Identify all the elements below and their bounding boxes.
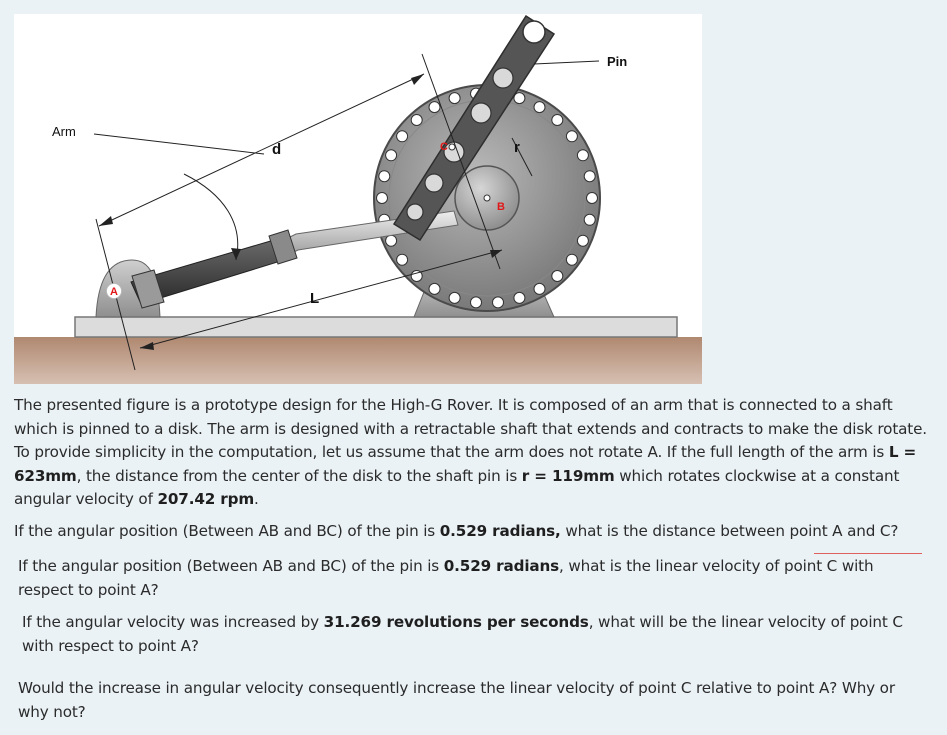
question-text: what is the distance between point A and C? [560, 522, 899, 540]
rim-hole [584, 171, 595, 182]
rim-hole [587, 193, 598, 204]
rim-hole [534, 283, 545, 294]
pin [449, 144, 455, 150]
rim-hole [411, 115, 422, 126]
rim-hole [386, 235, 397, 246]
arm-length-value: L = 623mm [14, 443, 917, 485]
intro-text: which rotates clockwise at a constant angular velocity of [14, 466, 900, 509]
label-pin: Pin [607, 54, 628, 69]
label-A: A [110, 286, 118, 298]
mechanism-figure [14, 14, 702, 384]
angular-velocity-increase-value: 31.269 revolutions per seconds [323, 613, 589, 631]
angle-value: 0.529 radians [443, 557, 560, 575]
rim-hole [397, 131, 408, 142]
rim-hole [566, 131, 577, 142]
rim-hole [552, 271, 563, 282]
question-4 [18, 677, 923, 724]
question-1 [14, 520, 939, 544]
problem-description [14, 394, 939, 512]
label-C: C [440, 141, 448, 153]
question-3 [22, 611, 927, 658]
question-text: If the angular position (Between AB and BC) of the pin is [18, 557, 444, 575]
rim-hole [386, 150, 397, 161]
rim-hole [577, 235, 588, 246]
ground [14, 337, 702, 384]
rim-hole [429, 102, 440, 113]
base-plate [75, 317, 677, 337]
radius-value: r = 119mm [521, 466, 615, 485]
intro-text: . [254, 490, 259, 509]
rim-hole [534, 102, 545, 113]
label-d: d [272, 141, 282, 158]
angle-value: 0.529 radians, [439, 522, 561, 540]
question-text: , what will be the linear velocity of point C with respect to point A? [22, 613, 903, 655]
rim-hole [552, 115, 563, 126]
rim-hole [493, 297, 504, 308]
rim-hole [449, 292, 460, 303]
rim-hole [566, 254, 577, 265]
rim-hole [379, 171, 390, 182]
rim-hole [397, 254, 408, 265]
label-B: B [497, 201, 505, 213]
rim-hole [449, 93, 460, 104]
rim-hole [429, 283, 440, 294]
question-text: If the angular position (Between AB and BC) of the pin is [14, 522, 440, 540]
question-text: If the angular velocity was increased by [22, 613, 324, 631]
question-text: , what is the linear velocity of point C with respect to point A? [18, 557, 874, 599]
label-L: L [310, 290, 320, 307]
rim-hole [577, 150, 588, 161]
rim-hole [377, 193, 388, 204]
intro-text: The presented figure is a prototype design for the High-G Rover. It is composed of an arm that is connected to a shaft which is pinned to a disk. The arm is designed with a retractable shaft that extends and contracts to make the disk rotate. To provide simplicity in the computation, let us assume that the arm does not rotate A. If the full length of the arm is [14, 396, 927, 462]
question-text: Would the increase in angular velocity consequently increase the linear velocity of point C relative to point A? Why or why not? [18, 679, 895, 721]
label-arm: Arm [52, 124, 76, 139]
rim-hole [584, 214, 595, 225]
rim-hole [471, 297, 482, 308]
red-underline [814, 553, 922, 554]
rim-hole [514, 292, 525, 303]
label-r: r [514, 139, 520, 156]
disk-center [484, 195, 490, 201]
intro-text: , the distance from the center of the disk to the shaft pin is [76, 466, 522, 485]
question-2 [18, 555, 933, 602]
angular-velocity-value: 207.42 rpm [157, 490, 255, 509]
